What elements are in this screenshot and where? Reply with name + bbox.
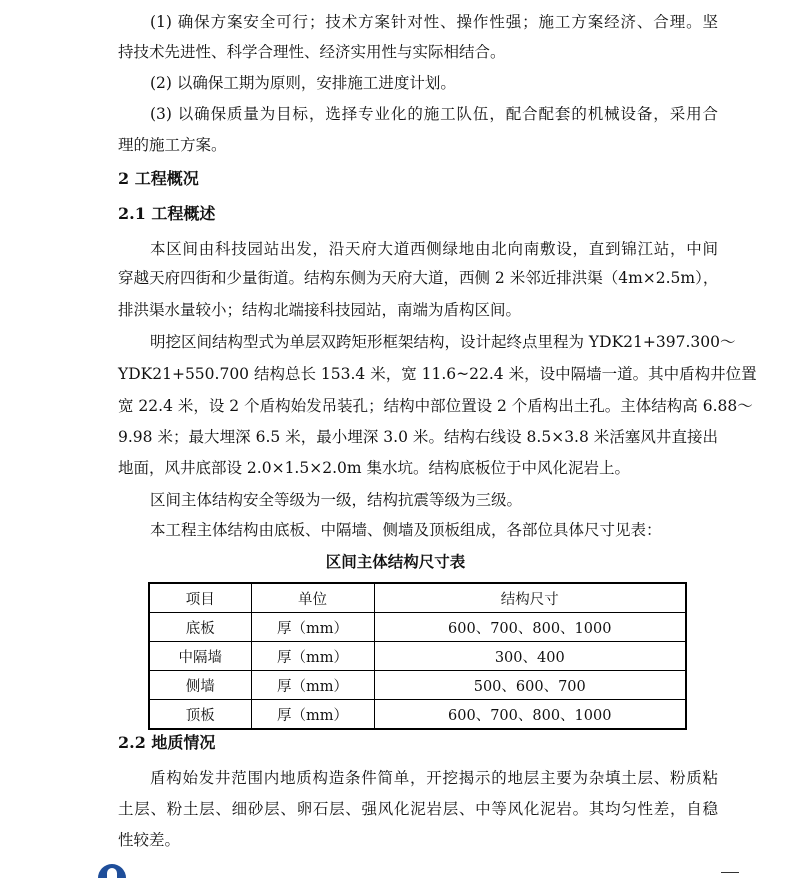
page-corner-mark (721, 872, 739, 873)
section-2-2-heading: 2.2 地质情况 (118, 733, 216, 752)
paragraph-line: 性较差。 (118, 831, 181, 849)
paragraph-line: 土层、粉土层、细砂层、卵石层、强风化泥岩层、中等风化泥岩。其均匀性差，自稳 (118, 800, 718, 818)
paragraph-line: 本工程主体结构由底板、中隔墙、侧墙及顶板组成，各部位具体尺寸见表： (150, 521, 662, 539)
table-header-row (149, 583, 686, 613)
paragraph-line: 地面，风井底部设 2.0×1.5×2.0m 集水坑。结构底板位于中风化泥岩上。 (118, 459, 630, 477)
table-row (149, 613, 686, 642)
table-cell: 厚（mm） (251, 671, 374, 700)
table-cell: 600、700、800、1000 (374, 700, 686, 730)
column-header: 结构尺寸 (374, 583, 686, 613)
column-header: 项目 (149, 583, 251, 613)
table-cell: 600、700、800、1000 (374, 613, 686, 642)
table-cell: 厚（mm） (251, 642, 374, 671)
table-cell: 底板 (149, 613, 251, 642)
table-cell: 500、600、700 (374, 671, 686, 700)
intro-line-1: (1) 确保方案安全可行；技术方案针对性、操作性强；施工方案经济、合理。坚 (150, 13, 718, 31)
intro-line-2: 持技术先进性、科学合理性、经济实用性与实际相结合。 (118, 43, 506, 61)
paragraph-line: 排洪渠水量较小；结构北端接科技园站，南端为盾构区间。 (118, 301, 522, 319)
table-cell: 顶板 (149, 700, 251, 730)
table-caption: 区间主体结构尺寸表 (325, 552, 466, 571)
table-cell: 300、400 (374, 642, 686, 671)
table-cell: 中隔墙 (149, 642, 251, 671)
intro-line-3: (2) 以确保工期为原则，安排施工进度计划。 (150, 74, 456, 92)
table-row (149, 700, 686, 730)
intro-line-4: (3) 以确保质量为目标，选择专业化的施工队伍，配合配套的机械设备，采用合 (150, 105, 718, 123)
table-row (149, 642, 686, 671)
column-header: 单位 (251, 583, 374, 613)
table-cell: 厚（mm） (251, 613, 374, 642)
table-cell: 侧墙 (149, 671, 251, 700)
paragraph-line: YDK21+550.700 结构总长 153.4 米，宽 11.6~22.4 米，设中隔墙一道。其中盾构井位置 (118, 365, 757, 383)
paragraph-line: 本区间由科技园站出发，沿天府大道西侧绿地由北向南敷设，直到锦江站，中间 (150, 240, 718, 258)
paragraph-line: 盾构始发井范围内地质构造条件简单，开挖揭示的地层主要为杂填土层、粉质粘 (150, 769, 718, 787)
paragraph-line: 明挖区间结构型式为单层双跨矩形框架结构，设计起终点里程为 YDK21+397.300～ (150, 333, 736, 351)
section-2-heading: 2 工程概况 (118, 169, 199, 188)
section-2-1-heading: 2.1 工程概述 (118, 204, 216, 223)
table-row (149, 671, 686, 700)
paragraph-line: 穿越天府四街和少量街道。结构东侧为天府大道，西侧 2 米邻近排洪渠（4m×2.5m）， (118, 269, 719, 287)
intro-line-5: 理的施工方案。 (118, 136, 227, 154)
paragraph-line: 区间主体结构安全等级为一级，结构抗震等级为三级。 (150, 491, 523, 509)
paragraph-line: 宽 22.4 米，设 2 个盾构始发吊装孔；结构中部位置设 2 个盾构出土孔。主体结构高 6.88～ (118, 397, 753, 415)
dimensions-table (148, 582, 687, 730)
paragraph-line: 9.98 米；最大埋深 6.5 米，最小埋深 3.0 米。结构右线设 8.5×3.8 米活塞风井直接出 (118, 428, 718, 446)
table-cell: 厚（mm） (251, 700, 374, 730)
